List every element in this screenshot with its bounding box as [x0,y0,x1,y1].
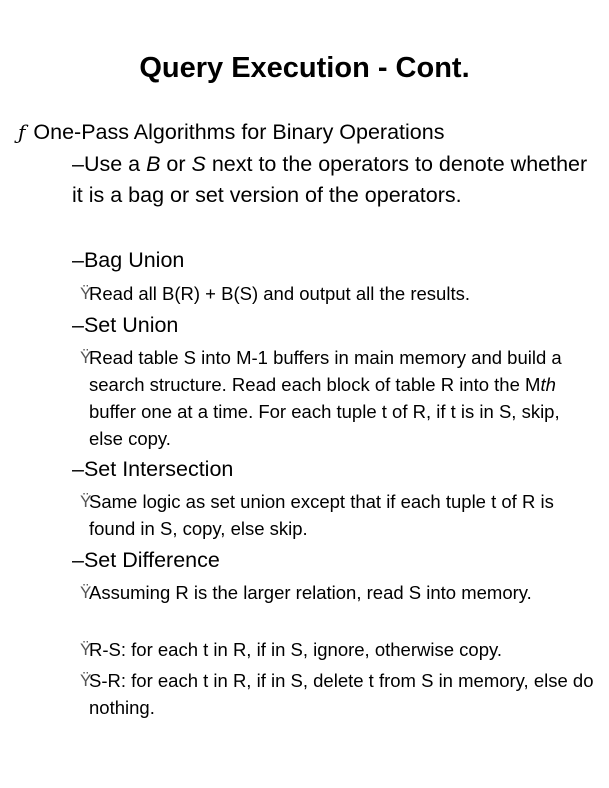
list-item [80,344,594,452]
dash-icon: – [72,248,84,272]
section-label: Set Union [83,313,179,337]
marker-icon: Ÿ [80,284,92,303]
marker-icon: Ÿ [80,671,92,690]
list-item-text: Assuming R is the larger relation, read S into memory. [89,582,532,603]
marker-icon: Ÿ [80,492,92,511]
intro-item [72,149,592,211]
slide-title: Query Execution - Cont. [139,52,470,84]
list-item [80,579,594,606]
list-item [80,280,594,307]
dash-icon: – [72,152,84,176]
marker-icon: Ÿ [80,640,92,659]
main-heading: One-Pass Algorithms for Binary Operations [33,120,445,144]
section-label: Set Intersection [83,457,234,481]
main-bullet [18,118,444,146]
dash-icon: – [72,548,84,572]
intro-text-c: next to the operators to denote whether it is a bag or set version of the operators. [72,152,588,207]
section-label: Set Difference [83,548,220,572]
list-item-text: R-S: for each t in R, if in S, ignore, otherwise copy. [89,639,502,660]
intro-text-b: or [160,152,192,176]
section-set-intersection [72,454,592,485]
intro-s: S [191,152,206,176]
dash-icon: – [72,313,84,337]
list-item-text-b: buffer one at a time. For each tuple t of R, if t is in S, skip, else copy. [89,401,560,449]
intro-b: B [146,152,161,176]
list-item [80,636,594,663]
list-item-text: S-R: for each t in R, if in S, delete t from S in memory, else do nothing. [89,670,594,718]
intro-text-a: Use a [83,152,147,176]
marker-icon: Ÿ [80,348,92,367]
list-item-text-a: Read table S into M-1 buffers in main memory and build a search structure. Read each block of table R into the M [89,347,562,395]
list-item-text: Read all B(R) + B(S) and output all the results. [89,283,470,304]
section-set-union [72,310,592,341]
bullet-icon: ƒ [18,120,26,144]
list-item [80,667,594,721]
list-item-text: Same logic as set union except that if each tuple t of R is found in S, copy, else skip. [89,491,554,539]
section-bag-union [72,245,592,276]
dash-icon: – [72,457,84,481]
marker-icon: Ÿ [80,583,92,602]
section-label: Bag Union [83,248,185,272]
section-set-difference [72,545,592,576]
list-item [80,488,594,542]
list-item-em: th [540,374,556,395]
